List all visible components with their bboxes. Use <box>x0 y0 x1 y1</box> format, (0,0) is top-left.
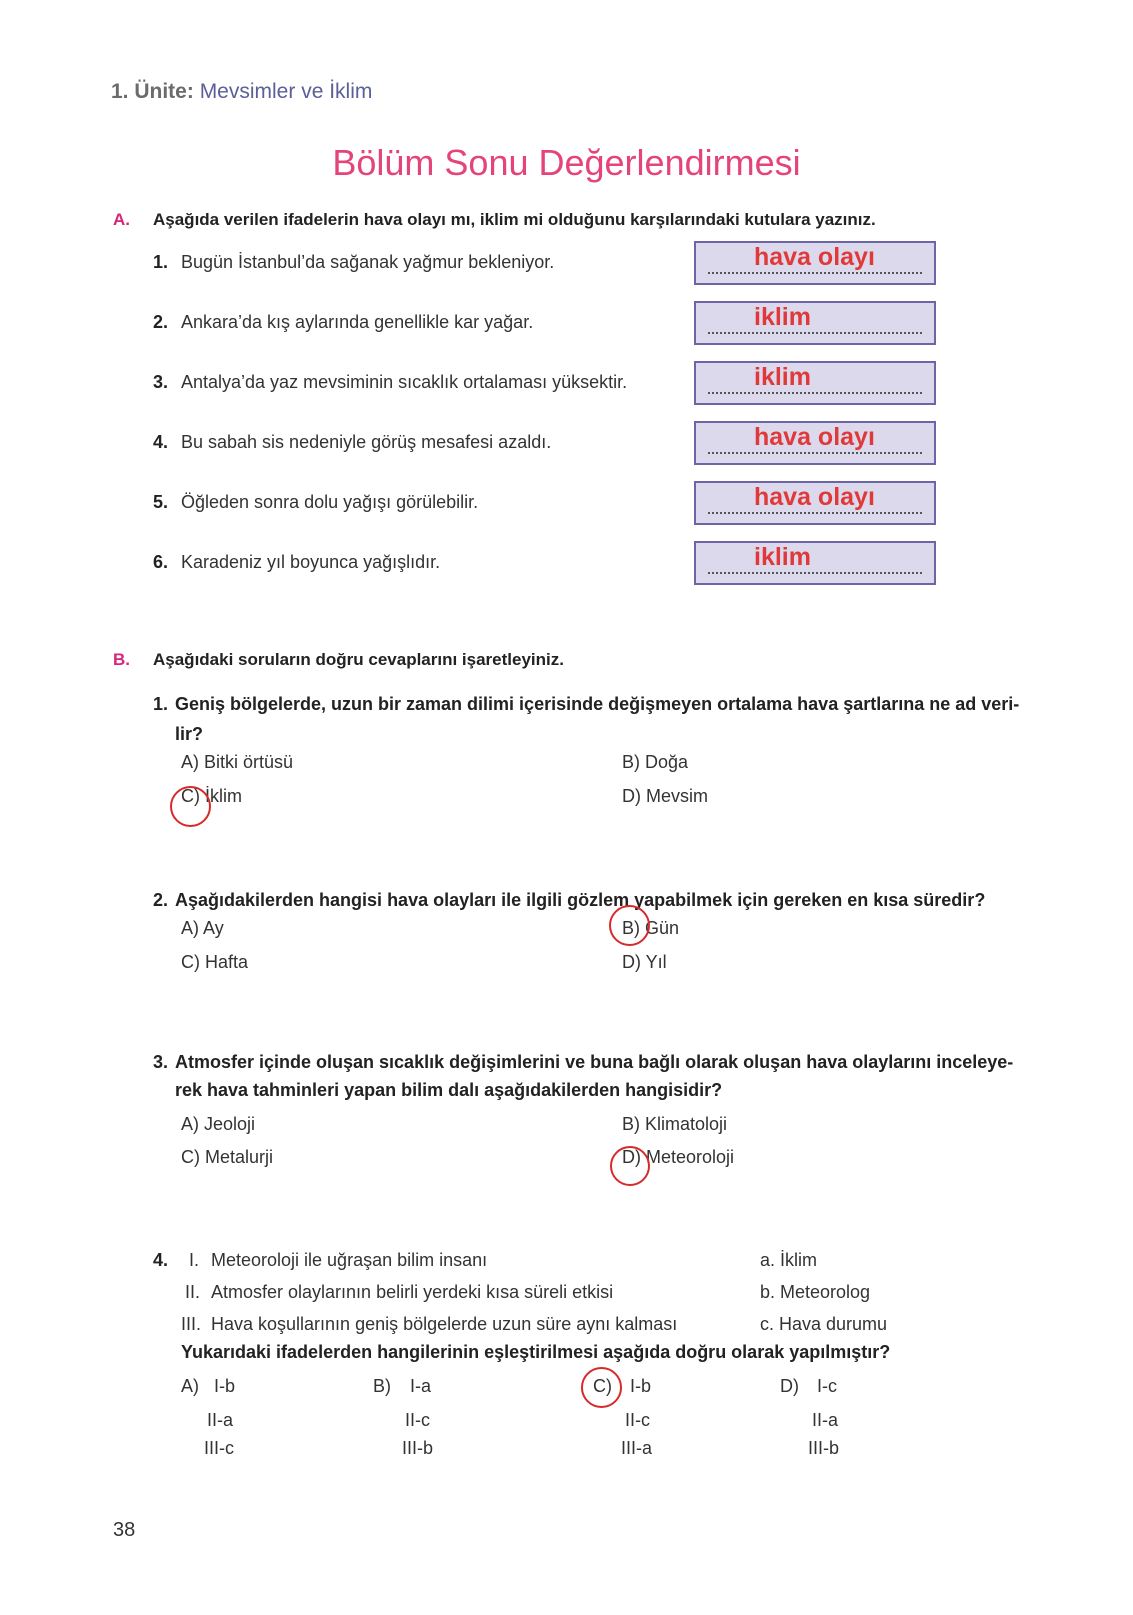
answer-circle-mark <box>581 1367 622 1408</box>
answer-dotted-line <box>708 392 922 394</box>
statement-roman: II. <box>185 1282 201 1302</box>
item-text: Öğleden sonra dolu yağışı görülebilir. <box>181 492 479 512</box>
option-c-letter[interactable]: C) <box>593 1376 612 1396</box>
item-number: 2. <box>153 312 169 332</box>
option-c[interactable]: C) Hafta <box>181 952 249 972</box>
section-a-item <box>153 492 478 513</box>
statement-roman: III. <box>181 1314 202 1334</box>
item-text: Karadeniz yıl boyunca yağışlıdır. <box>181 552 441 572</box>
answer-box[interactable] <box>694 541 936 585</box>
match-item: b. Meteorolog <box>760 1282 871 1302</box>
item-number: 1. <box>153 252 169 272</box>
statement-text: Hava koşullarının geniş bölgelerde uzun süre aynı kalması <box>211 1314 678 1334</box>
answer-box[interactable] <box>694 301 936 345</box>
section-a-item <box>153 252 554 273</box>
option-d[interactable]: D) Meteoroloji <box>622 1147 735 1167</box>
match-item: a. İklim <box>760 1250 818 1270</box>
unit-label: 1. Ünite: <box>111 80 194 103</box>
item-text: Bugün İstanbul’da sağanak yağmur bekleniyor. <box>181 252 555 272</box>
section-a-instruction: Aşağıda verilen ifadelerin hava olayı mı, iklim mi olduğunu karşılarındaki kutulara yazınız. <box>153 210 876 229</box>
option-a[interactable]: A) Jeoloji <box>181 1114 256 1134</box>
option-a[interactable]: A) Ay <box>181 918 224 938</box>
option-c[interactable]: C) Metalurji <box>181 1147 274 1167</box>
option-b-pair: III-b <box>402 1438 434 1458</box>
item-number: 6. <box>153 552 169 572</box>
option-b-pair: II-c <box>405 1410 430 1430</box>
unit-header <box>111 80 372 104</box>
question-2-number: 2. <box>153 890 169 910</box>
option-b-pair: I-a <box>410 1376 432 1396</box>
option-c-pair: II-c <box>625 1410 650 1430</box>
question-3-text-line1: Atmosfer içinde oluşan sıcaklık değişimlerini ve buna bağlı olarak oluşan hava olaylarını inceleye- <box>175 1052 1014 1072</box>
option-d-pair: II-a <box>812 1410 839 1430</box>
option-a[interactable]: A) Bitki örtüsü <box>181 752 294 772</box>
question-1-text-line2: lir? <box>175 724 204 744</box>
statement-roman: I. <box>189 1250 200 1270</box>
item-number: 3. <box>153 372 169 392</box>
section-a-item <box>153 552 440 573</box>
answer-box[interactable] <box>694 241 936 285</box>
answer-circle-mark <box>610 1146 650 1186</box>
option-b[interactable]: B) Klimatoloji <box>622 1114 728 1134</box>
question-1-number: 1. <box>153 694 169 714</box>
item-text: Bu sabah sis nedeniyle görüş mesafesi azaldı. <box>181 432 552 452</box>
answer-dotted-line <box>708 452 922 454</box>
option-c-pair: I-b <box>630 1376 652 1396</box>
option-c[interactable]: C) İklim <box>181 786 242 806</box>
answer-text: hava olayı <box>754 423 875 451</box>
answer-text: iklim <box>754 543 811 571</box>
section-a-item <box>153 432 551 453</box>
answer-dotted-line <box>708 512 922 514</box>
item-number: 5. <box>153 492 169 512</box>
section-b-letter: B. <box>113 650 130 669</box>
statement-text: Meteoroloji ile uğraşan bilim insanı <box>211 1250 488 1270</box>
option-a-letter[interactable]: A) <box>181 1376 199 1396</box>
answer-text: iklim <box>754 303 811 331</box>
item-text: Ankara’da kış aylarında genellikle kar yağar. <box>181 312 534 332</box>
section-a-letter: A. <box>113 210 130 229</box>
option-a-pair: III-c <box>204 1438 234 1458</box>
page-number: 38 <box>113 1519 136 1541</box>
match-item: c. Hava durumu <box>760 1314 888 1334</box>
option-d-pair: III-b <box>808 1438 840 1458</box>
item-text: Antalya’da yaz mevsiminin sıcaklık ortalaması yüksektir. <box>181 372 628 392</box>
answer-text: iklim <box>754 363 811 391</box>
page-title: Bölüm Sonu Değerlendirmesi <box>332 142 801 183</box>
question-3-text-line2: rek hava tahminleri yapan bilim dalı aşağıdakilerden hangisidir? <box>175 1080 723 1100</box>
question-1-text-line1: Geniş bölgelerde, uzun bir zaman dilimi içerisinde değişmeyen ortalama hava şartlarına ne ad veri- <box>175 694 1020 714</box>
answer-box[interactable] <box>694 421 936 465</box>
option-d[interactable]: D) Mevsim <box>622 786 708 806</box>
option-b-letter[interactable]: B) <box>373 1376 391 1396</box>
unit-name: Mevsimler ve İklim <box>199 80 373 103</box>
question-4-text: Yukarıdaki ifadelerden hangilerinin eşleştirilmesi aşağıda doğru olarak yapılmıştır? <box>181 1342 891 1362</box>
option-d-pair: I-c <box>817 1376 837 1396</box>
answer-dotted-line <box>708 572 922 574</box>
answer-text: hava olayı <box>754 243 875 271</box>
answer-text: hava olayı <box>754 483 875 511</box>
answer-circle-mark <box>609 905 650 946</box>
option-a-pair: I-b <box>214 1376 236 1396</box>
answer-dotted-line <box>708 272 922 274</box>
section-a-item <box>153 372 627 393</box>
section-a-item <box>153 312 533 333</box>
answer-box[interactable] <box>694 361 936 405</box>
answer-box[interactable] <box>694 481 936 525</box>
option-b[interactable]: B) Gün <box>622 918 680 938</box>
section-b-instruction: Aşağıdaki soruların doğru cevaplarını işaretleyiniz. <box>153 650 564 669</box>
option-c-pair: III-a <box>621 1438 653 1458</box>
question-4-number: 4. <box>153 1250 169 1270</box>
option-d-letter[interactable]: D) <box>780 1376 799 1396</box>
item-number: 4. <box>153 432 169 452</box>
question-3-number: 3. <box>153 1052 169 1072</box>
statement-text: Atmosfer olaylarının belirli yerdeki kısa süreli etkisi <box>211 1282 614 1302</box>
option-d[interactable]: D) Yıl <box>622 952 667 972</box>
option-b[interactable]: B) Doğa <box>622 752 689 772</box>
answer-circle-mark <box>170 786 211 827</box>
question-2-text: Aşağıdakilerden hangisi hava olayları ile ilgili gözlem yapabilmek için gereken en kısa süredir? <box>175 890 986 910</box>
answer-dotted-line <box>708 332 922 334</box>
option-a-pair: II-a <box>207 1410 234 1430</box>
